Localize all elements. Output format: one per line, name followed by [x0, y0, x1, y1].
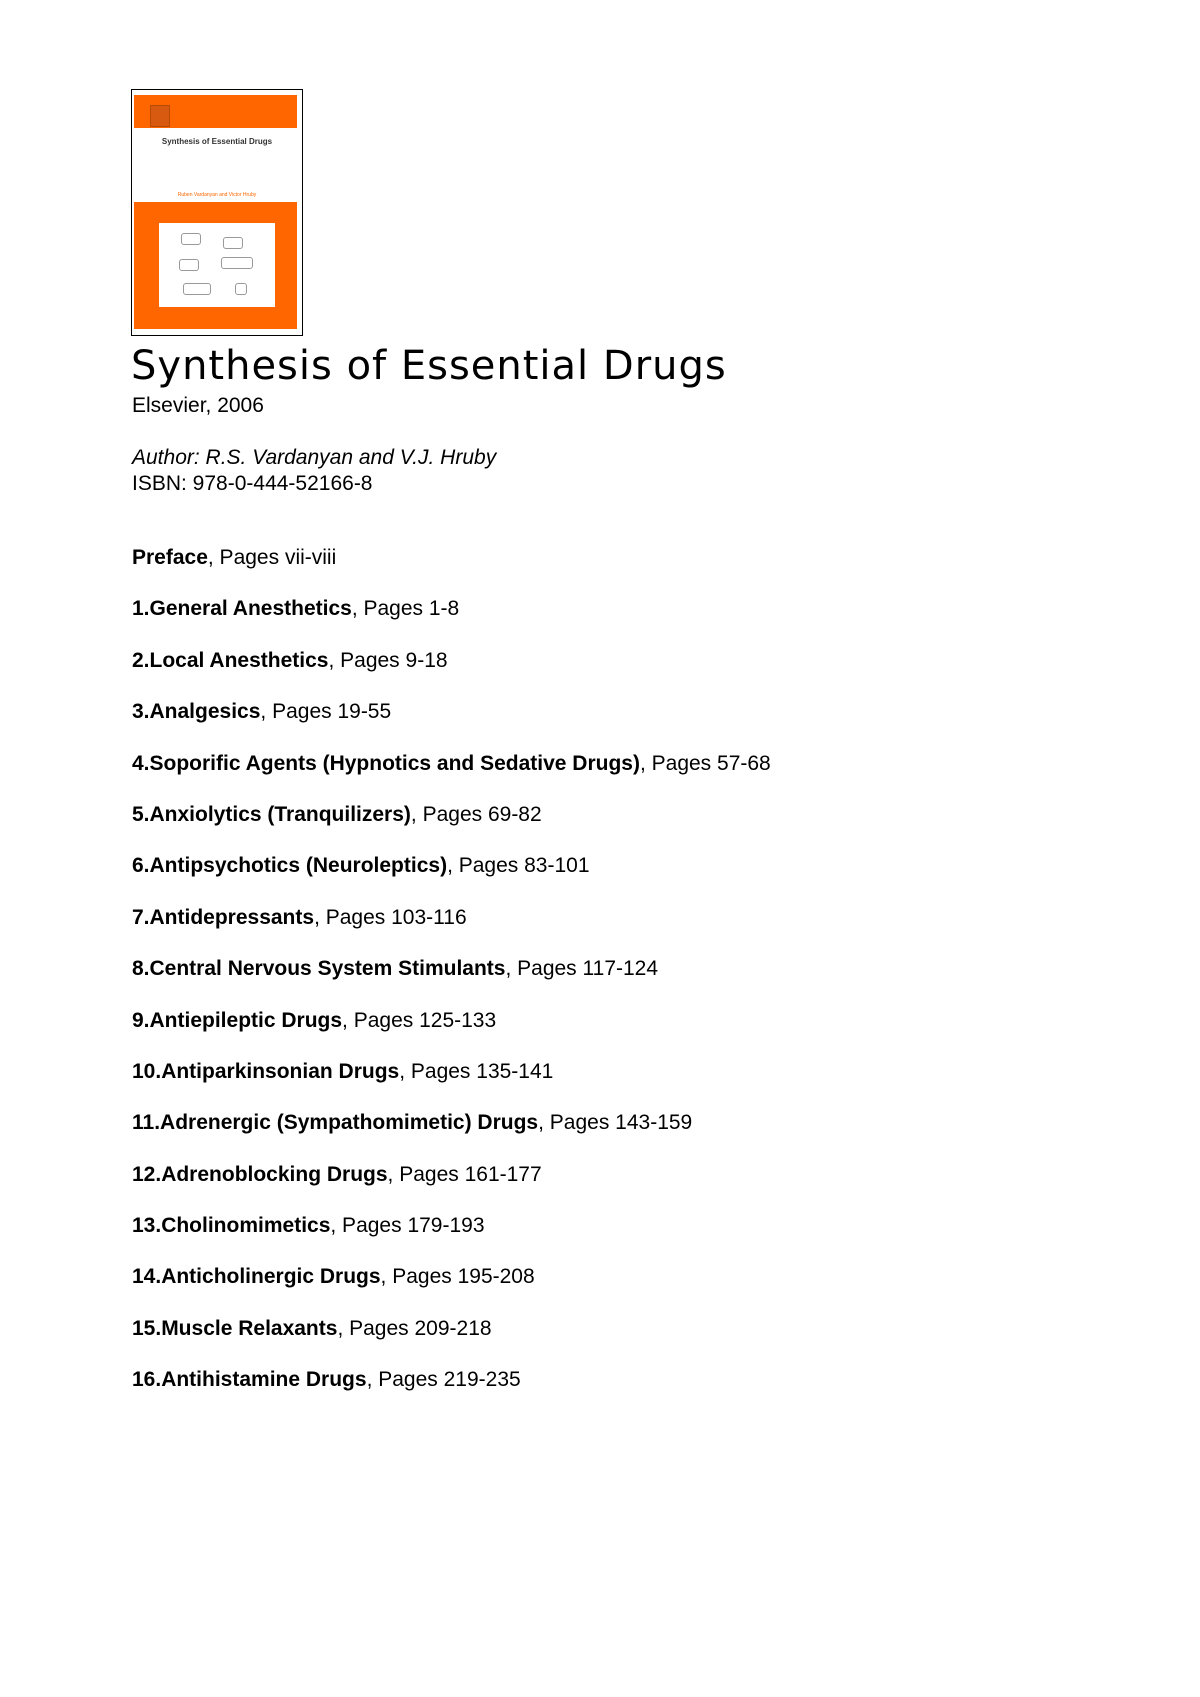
toc-entry[interactable]	[132, 699, 771, 750]
toc-entry-pages: , Pages 195-208	[380, 1265, 535, 1289]
toc-entry[interactable]	[132, 802, 771, 853]
cover-authors: Ruben Vardanyan and Victor Hruby	[177, 192, 257, 198]
toc-entry[interactable]	[132, 905, 771, 956]
molecule-icon	[235, 283, 247, 295]
toc-entry-title[interactable]: 12.Adrenoblocking Drugs	[132, 1162, 388, 1186]
toc-entry-title[interactable]: 1.General Anesthetics	[132, 597, 352, 621]
toc-entry[interactable]	[132, 1367, 771, 1418]
toc-entry-pages: , Pages 161-177	[387, 1162, 542, 1186]
toc-entry[interactable]	[132, 596, 771, 647]
toc-entry-title[interactable]: 9.Antiepileptic Drugs	[132, 1008, 343, 1032]
toc-entry[interactable]	[132, 853, 771, 904]
cover-top-band	[134, 95, 297, 128]
toc-entry[interactable]	[132, 1008, 771, 1059]
toc-entry-title[interactable]: 11.Adrenergic (Sympathomimetic) Drugs	[132, 1111, 539, 1135]
molecule-panel	[159, 223, 275, 307]
toc-entry-pages: , Pages 209-218	[337, 1316, 492, 1340]
toc-entry-title[interactable]: 3.Analgesics	[132, 700, 261, 724]
molecule-icon	[179, 259, 199, 271]
toc-entry-title[interactable]: 10.Antiparkinsonian Drugs	[132, 1059, 400, 1083]
publisher: Elsevier, 2006	[132, 394, 264, 417]
toc-entry-title[interactable]: 15.Muscle Relaxants	[132, 1316, 338, 1340]
toc-entry[interactable]	[132, 1213, 771, 1264]
toc-entry[interactable]	[132, 1264, 771, 1315]
cover-bottom-band	[134, 202, 297, 329]
toc-entry[interactable]	[132, 1162, 771, 1213]
toc-entry-pages: , Pages vii-viii	[207, 546, 337, 569]
toc-entry-pages: , Pages 83-101	[447, 854, 590, 878]
toc-entry-pages: , Pages 135-141	[399, 1059, 554, 1083]
toc-entry-pages: , Pages 1-8	[351, 597, 460, 621]
toc-entry-title[interactable]: 6.Antipsychotics (Neuroleptics)	[132, 854, 448, 878]
toc-entry-title[interactable]: 16.Antihistamine Drugs	[132, 1368, 367, 1392]
cover-title: Synthesis of Essential Drugs	[161, 137, 273, 146]
toc-entry[interactable]	[132, 751, 771, 802]
toc-entry-pages: , Pages 69-82	[410, 802, 542, 826]
toc-entry-pages: , Pages 103-116	[314, 905, 467, 929]
toc-entry-pages: , Pages 143-159	[538, 1111, 693, 1135]
toc-entry-title[interactable]: Preface	[132, 546, 208, 569]
toc-entry[interactable]	[132, 648, 771, 699]
toc-entry-pages: , Pages 117-124	[505, 957, 659, 981]
toc-entry-title[interactable]: 14.Anticholinergic Drugs	[132, 1265, 381, 1289]
toc-entry-title[interactable]: 5.Anxiolytics (Tranquilizers)	[132, 802, 411, 826]
book-cover-image	[131, 89, 303, 336]
toc-entry-title[interactable]: 7.Antidepressants	[132, 905, 315, 929]
toc-entry-pages: , Pages 19-55	[260, 700, 392, 724]
book-title: Synthesis of Essential Drugs	[131, 343, 727, 389]
elsevier-logo-icon	[150, 105, 170, 127]
toc-entry-pages: , Pages 9-18	[328, 648, 448, 672]
isbn: ISBN: 978-0-444-52166-8	[132, 472, 373, 495]
toc-entry[interactable]	[132, 545, 771, 596]
molecule-icon	[181, 233, 201, 245]
toc-entry-title[interactable]: 13.Cholinomimetics	[132, 1214, 331, 1238]
toc-entry[interactable]	[132, 1110, 771, 1161]
toc-entry-title[interactable]: 2.Local Anesthetics	[132, 648, 329, 672]
toc-entry[interactable]	[132, 956, 771, 1007]
toc-entry-pages: , Pages 125-133	[342, 1008, 497, 1032]
toc-entry[interactable]	[132, 1316, 771, 1367]
molecule-icon	[221, 257, 253, 269]
toc-entry-title[interactable]: 4.Soporific Agents (Hypnotics and Sedative Drugs)	[132, 751, 640, 775]
author: Author: R.S. Vardanyan and V.J. Hruby	[132, 446, 497, 469]
toc-entry-pages: , Pages 57-68	[639, 751, 771, 775]
toc-entry-pages: , Pages 179-193	[330, 1214, 485, 1238]
molecule-icon	[223, 237, 243, 249]
toc-entry-title[interactable]: 8.Central Nervous System Stimulants	[132, 957, 506, 981]
toc-entry-pages: , Pages 219-235	[366, 1368, 521, 1392]
table-of-contents	[132, 545, 771, 1419]
toc-entry[interactable]	[132, 1059, 771, 1110]
molecule-icon	[183, 283, 211, 295]
